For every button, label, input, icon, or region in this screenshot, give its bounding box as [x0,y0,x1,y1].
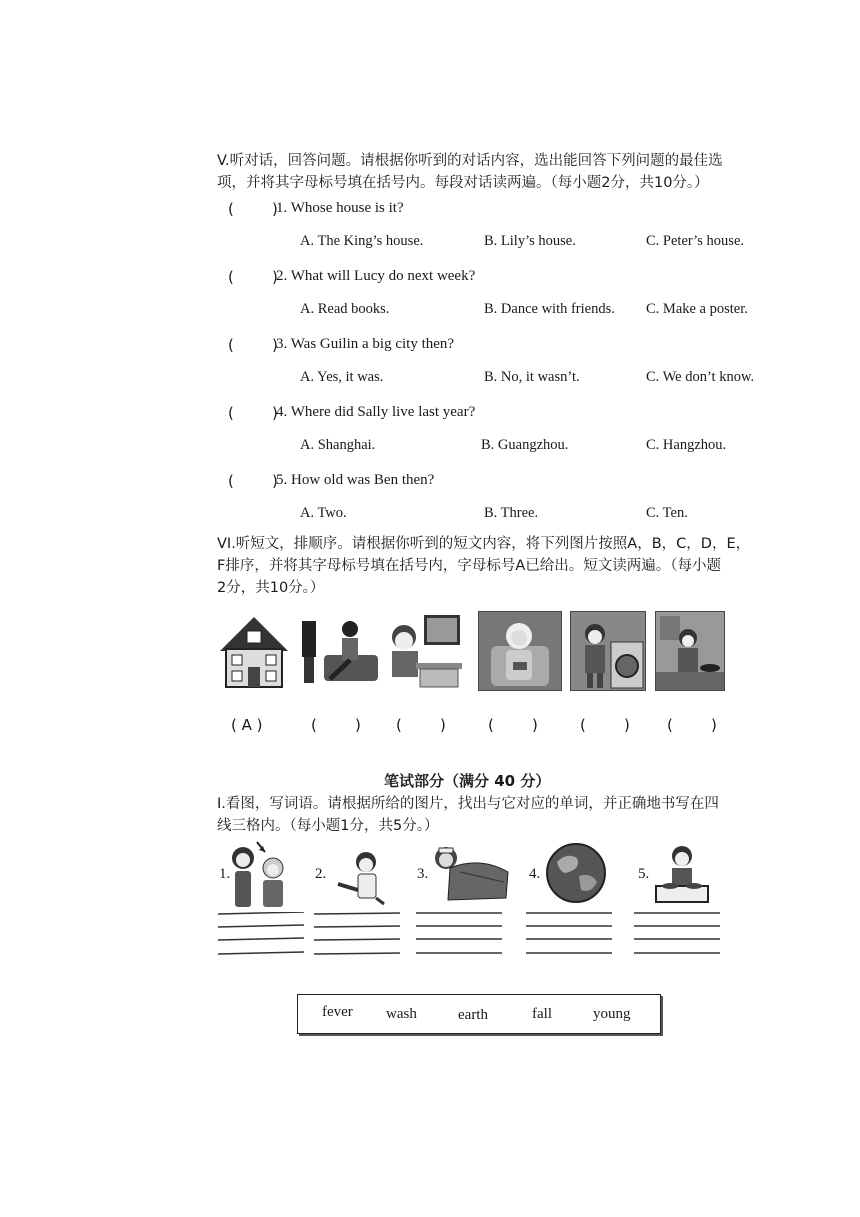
section5-instruction [217,150,762,194]
option-3a[interactable]: A. Yes, it was. [300,369,384,385]
wash-icon [652,842,712,904]
answer-bracket-q4[interactable]: ( ) [228,404,278,422]
word-wash: wash [386,1006,417,1022]
order-answer-2[interactable]: ( ) [311,716,361,734]
man-on-sofa-icon [300,611,380,689]
grandmother-knitting-icon [479,612,561,690]
option-3b[interactable]: B. No, it wasn’t. [484,369,580,385]
option-2c[interactable]: C. Make a poster. [646,301,748,317]
fall-icon [330,846,390,906]
option-1a[interactable]: A. The King’s house. [300,233,424,249]
question-2: 2. What will Lucy do next week? [276,268,476,284]
young-old-women-icon [229,838,289,908]
word-young: young [593,1006,631,1022]
order-answer-6[interactable]: ( ) [667,716,717,734]
option-4c[interactable]: C. Hangzhou. [646,437,727,453]
option-5a[interactable]: A. Two. [300,505,347,521]
word-fall: fall [532,1006,552,1022]
question-4: 4. Where did Sally live last year? [276,404,476,420]
option-2a[interactable]: A. Read books. [300,301,390,317]
answer-bracket-q5[interactable]: ( ) [228,472,278,490]
house-picture [214,611,294,689]
item-picture-4 [545,842,607,904]
option-5c[interactable]: C. Ten. [646,505,688,521]
writing-lines-5[interactable] [634,912,720,958]
option-1c[interactable]: C. Peter’s house. [646,233,745,249]
item-picture-2 [330,846,390,906]
answer-bracket-q2[interactable]: ( ) [228,268,278,286]
fever-icon [430,842,510,906]
option-5b[interactable]: B. Three. [484,505,539,521]
written-instruction [217,793,762,837]
written-instruction-line1: I.看图，写词语。请根据所给的图片，找出与它对应的单词，并正确地书写在四 [217,796,719,812]
item-picture-1 [229,838,289,908]
word-earth: earth [458,1007,488,1023]
girl-at-washer-picture [570,611,646,691]
writing-lines-4[interactable] [526,912,612,958]
order-answer-4[interactable]: ( ) [488,716,538,734]
question-5: 5. How old was Ben then? [276,472,435,488]
item-number-2: 2. [315,866,327,882]
girl-at-washer-icon [571,612,645,690]
man-cooking-picture [655,611,725,691]
boy-at-computer-icon [386,611,464,689]
written-instruction-line2: 线三格内。（每小题1分，共5分。） [217,818,439,834]
item-number-3: 3. [417,866,429,882]
item-picture-5 [652,842,712,904]
question-3: 3. Was Guilin a big city then? [276,336,455,352]
earth-icon [545,842,607,904]
item-picture-3 [430,842,510,906]
order-answer-1: ( A ) [231,716,263,734]
order-answer-5[interactable]: ( ) [580,716,630,734]
grandmother-knitting-picture [478,611,562,691]
order-answer-3[interactable]: ( ) [396,716,446,734]
written-section-title: 笔试部分（满分 40 分） [384,772,551,790]
item-number-5: 5. [638,866,650,882]
option-2b[interactable]: B. Dance with friends. [484,301,615,317]
answer-bracket-q3[interactable]: ( ) [228,336,278,354]
section6-instruction-line2: F排序，并将其字母标号填在括号内，字母标号A已给出。短文读两遍。（每小题 [217,558,722,574]
option-4a[interactable]: A. Shanghai. [300,437,376,453]
section6-instruction-line3: 2分，共10分。） [217,580,325,596]
word-fever: fever [322,1004,353,1020]
house-icon [214,611,294,689]
man-cooking-icon [656,612,724,690]
word-bank-box [297,994,661,1034]
boy-at-computer-picture [386,611,464,689]
item-number-4: 4. [529,866,541,882]
answer-bracket-q1[interactable]: ( ) [228,200,278,218]
option-3c[interactable]: C. We don’t know. [646,369,755,385]
item-number-1: 1. [219,866,231,882]
section5-instruction-line1: V.听对话，回答问题。请根据你听到的对话内容，选出能回答下列问题的最佳选 [217,153,723,169]
section6-instruction [217,533,762,599]
man-on-sofa-picture [300,611,380,689]
writing-lines-2[interactable] [314,912,400,958]
section5-instruction-line2: 项，并将其字母标号填在括号内。每段对话读两遍。（每小题2分，共10分。） [217,175,709,191]
question-1: 1. Whose house is it? [276,200,404,216]
writing-lines-1[interactable] [218,912,304,958]
option-1b[interactable]: B. Lily’s house. [484,233,576,249]
writing-lines-3[interactable] [416,912,502,958]
section6-instruction-line1: VI.听短文，排顺序。请根据你听到的短文内容，将下列图片按照A，B，C，D，E， [217,536,751,552]
option-4b[interactable]: B. Guangzhou. [481,437,569,453]
